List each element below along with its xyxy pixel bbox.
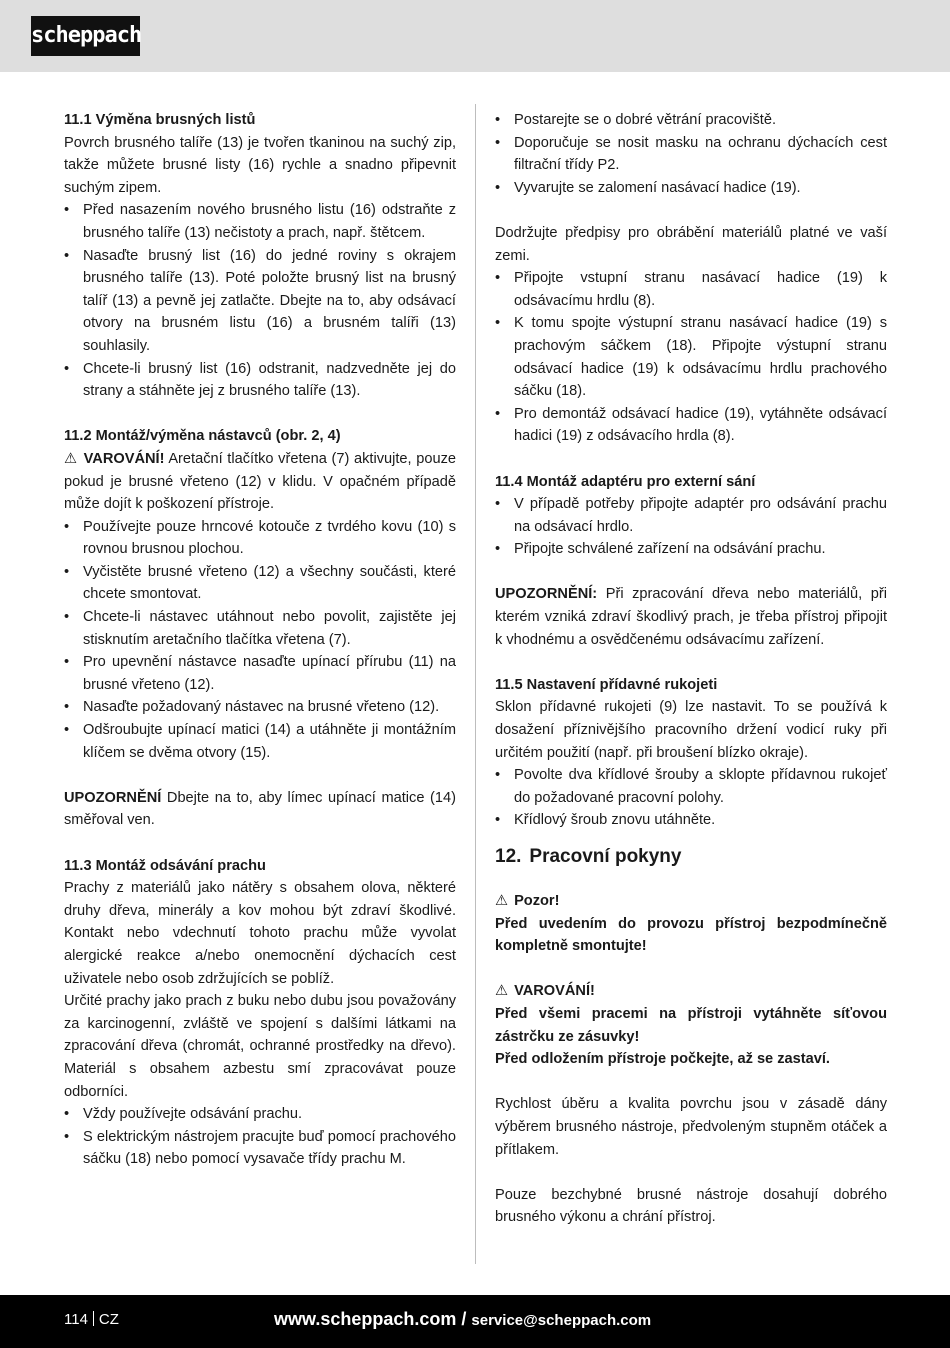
note-paragraph [495,583,887,651]
list-item: • Pro demontáž odsávací hadice (19), vytáhněte odsávací hadici (19) z odsávacího hrdla (8). [495,403,887,448]
warning-text: Aretační tlačítko vřetena (7) aktivujte, pouze pokud je brusné vřeteno (12) v klidu. V opačném případě může dojít k poškození přístroje. [64,450,456,513]
caution-text: Před uvedením do provozu přístroj bezpodmínečně kompletně smontujte! [495,915,887,955]
tools-paragraph: Pouze bezchybné brusné nástroje dosahují dobrého brusného výkonu a chrání přístroj. [495,1186,887,1226]
warning-paragraph [64,448,456,516]
caution-label: Pozor! [514,893,560,909]
section-11-2-list [64,516,456,765]
warning-label: VAROVÁNÍ! [514,983,595,1000]
section-11-1-list [64,199,456,402]
page-header [0,0,950,72]
list-item: • Povolte dva křídlové šrouby a sklopte přídavnou rukojeť do požadované pracovní polohy. [495,764,887,809]
footer-contact [274,1307,651,1333]
list-item: • Odšroubujte upínací matici (14) a utáhněte ji montážním klíčem se dvěma otvory (15). [64,719,456,764]
column-divider [475,104,476,1264]
warning-triangle-icon: ⚠ [495,893,509,909]
ventilation-list [495,109,887,199]
warning-triangle-icon: ⚠ [64,450,78,467]
list-item: • Vyvarujte se zalomení nasávací hadice (19). [495,177,887,200]
list-item: • Nasaďte brusný list (16) do jedné roviny s okrajem brusného talíře (13). Poté položte brusný list na brusný talíř (13) a pevně jej zatlačte. Dbejte na to, aby odsávací otvory na brusném listu (16) a brusném talíři (13) souhlasily. [64,245,456,358]
note-label: UPOZORNĚNÍ: [495,586,598,603]
list-item: • V případě potřeby připojte adaptér pro odsávání prachu na odsávací hrdlo. [495,493,887,538]
email-link[interactable]: service@scheppach.com [471,1312,652,1329]
right-column [495,109,887,1229]
website-link[interactable]: www.scheppach.com / [274,1309,467,1329]
page-separator [93,1311,94,1326]
list-item: • K tomu spojte výstupní stranu nasávací hadice (19) s prachovým sáčkem (18). Připojte výstupní stranu odsávací hadice (19) k odsávacímu hrdlu prachového sáčku (18). [495,312,887,402]
section-11-5-title: 11.5 Nastavení přídavné rukojeti [495,676,718,693]
section-11-4-title: 11.4 Montáž adaptéru pro externí sání [495,473,756,490]
page-footer [0,1295,950,1348]
caution-heading [495,890,887,913]
list-item: • Chcete-li brusný list (16) odstranit, nadzvedněte jej do strany a stáhněte jej z brusného talíře (13). [64,358,456,403]
list-item: • Připojte vstupní stranu nasávací hadice (19) k odsávacímu hrdlu (8). [495,267,887,312]
warning-text-stop: Před odložením přístroje počkejte, až se zastaví. [495,1051,830,1068]
speed-paragraph: Rychlost úběru a kvalita povrchu jsou v zásadě dány výběrem brusného nástroje, předvoleným stupněm otáček a přítlakem. [495,1096,887,1158]
list-item: • Před nasazením nového brusného listu (16) odstraňte z brusného talíře (13) nečistoty a prach, např. štětcem. [64,199,456,244]
warning-heading [495,980,887,1003]
note-label: UPOZORNĚNÍ [64,789,162,806]
page-number-block [64,1310,119,1330]
list-item: • Křídlový šroub znovu utáhněte. [495,809,887,832]
section-11-3-paragraph-2: Určité prachy jako prach z buku nebo dubu jsou považovány za karcinogenní, zvláště ve spojení s dalšími látkami na zpracování dřeva (chromát, ochranné prostředky na dřevo). Materiál s obsahem azbestu smí zpracovávat pouze odborníci. [64,993,456,1100]
list-item: • Připojte schválené zařízení na odsávání prachu. [495,538,887,561]
list-item: • Doporučuje se nosit masku na ochranu dýchacích cest filtrační třídy P2. [495,132,887,177]
section-12-heading [495,844,887,870]
section-11-3-title: 11.3 Montáž odsávání prachu [64,857,266,874]
list-item: • Vyčistěte brusné vřeteno (12) a všechny součásti, které chcete smontovat. [64,561,456,606]
left-column [64,109,456,1171]
list-item: • Chcete-li nástavec utáhnout nebo povolit, zajistěte jej stisknutím aretačního tlačítka vřetena (7). [64,606,456,651]
list-item: • S elektrickým nástrojem pracujte buď pomocí prachového sáčku (18) nebo pomocí vysavače třídy prachu M. [64,1126,456,1171]
section-11-1-title: 11.1 Výměna brusných listů [64,112,256,128]
note-paragraph [64,787,456,832]
note-text: Při zpracování dřeva nebo materiálů, při kterém vzniká zdraví škodlivý prach, je třeba přístroj připojit k vhodnému a osvědčenému odsávacímu zařízení. [495,586,887,648]
section-11-2-title: 11.2 Montáž/výměna nástavců (obr. 2, 4) [64,428,341,445]
section-11-3-paragraph-1: Prachy z materiálů jako nátěry s obsahem olova, některé druhy dřeva, minerály a kov mohou být zdraví škodlivé. Kontakt nebo vdechnutí tohoto prachu může vyvolat alergické reakce a/nebo onemocnění dýchacích cest uživatele nebo osob zdržujících se poblíž. [64,880,456,987]
list-item: • Pro upevnění nástavce nasaďte upínací přírubu (11) na brusné vřeteno (12). [64,651,456,696]
section-11-5-list [495,764,887,832]
note-text: Dbejte na to, aby límec upínací matice (14) směřoval ven. [64,789,456,829]
section-11-5-intro: Sklon přídavné rukojeti (9) lze nastavit. To se používá k dosažení příznivějšího pracovního držení vodicí ruky při určitém použití (např. při broušení blízko okraje). [495,699,887,761]
warning-label: VAROVÁNÍ! [83,450,165,467]
section-11-4-list [495,493,887,561]
list-item: • Postarejte se o dobré větrání pracoviště. [495,109,887,132]
list-item: • Vždy používejte odsávání prachu. [64,1103,456,1126]
section-12-title: Pracovní pokyny [529,846,682,867]
list-item: • Používejte pouze hrncové kotouče z tvrdého kovu (10) s rovnou brusnou plochou. [64,516,456,561]
section-12-number: 12. [495,846,522,867]
language-code: CZ [98,1311,119,1328]
warning-triangle-icon: ⚠ [495,983,509,1000]
scheppach-logo: scheppach [31,16,140,56]
section-11-3-list [64,1103,456,1171]
section-11-1-intro: Povrch brusného talíře (13) je tvořen tkaninou na suchý zip, takže můžete brusné listy (16) rychle a snadno připevnit suchým zipem. [64,134,456,196]
rules-paragraph: Dodržujte předpisy pro obrábění materiálů platné ve vaší zemi. [495,224,887,264]
page-number: 114 [64,1311,88,1328]
list-item: • Nasaďte požadovaný nástavec na brusné vřeteno (12). [64,696,456,719]
warning-text-unplug: Před všemi pracemi na přístroji vytáhněte síťovou zástrčku ze zásuvky! [495,1005,887,1045]
hose-list [495,267,887,448]
